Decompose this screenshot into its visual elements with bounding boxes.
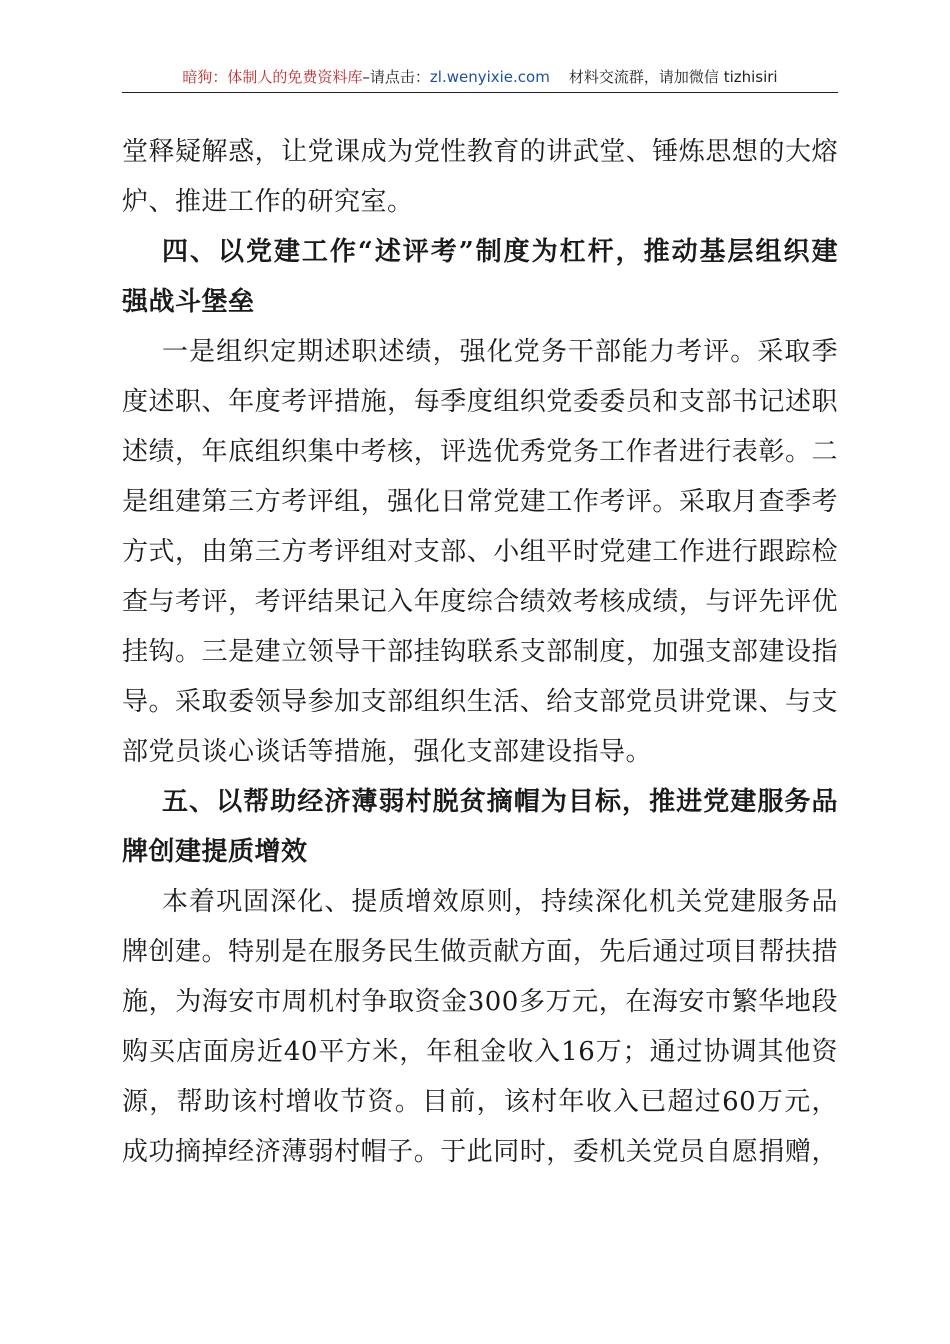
paragraph-line: 源，帮助该村增收节资。目前，该村年收入已超过60万元，: [122, 1087, 838, 1117]
header-url-link[interactable]: zl.wenyixie.com: [429, 68, 550, 86]
paragraph-line: 是组建第三方考评组，强化日常党建工作考评。采取月查季考: [122, 487, 838, 517]
paragraph-line: 查与考评，考评结果记入年度综合绩效考核成绩，与评先评优: [122, 587, 838, 617]
header-click-prefix: –请点击：: [362, 68, 430, 86]
paragraph-line: 方式，由第三方考评组对支部、小组平时党建工作进行跟踪检: [122, 537, 838, 567]
section-heading-four-cont: 强战斗堡垒: [122, 287, 255, 317]
paragraph-line: 成功摘掉经济薄弱村帽子。于此同时，委机关党员自愿捐赠，: [122, 1137, 838, 1167]
section-heading-five-cont: 牌创建提质增效: [122, 837, 308, 867]
section-heading-five: 五、以帮助经济薄弱村脱贫摘帽为目标，推进党建服务品: [162, 787, 838, 817]
paragraph-line: 度述职、年度考评措施，每季度组织党委委员和支部书记述职: [122, 387, 838, 417]
paragraph-line: 牌创建。特别是在服务民生做贡献方面，先后通过项目帮扶措: [122, 937, 838, 967]
paragraph-line: 部党员谈心谈话等措施，强化支部建设指导。: [122, 737, 653, 767]
paragraph-line: 购买店面房近40平方米，年租金收入16万；通过协调其他资: [122, 1037, 838, 1067]
header-brand: 暗狗：体制人的免费资料库: [182, 68, 363, 86]
paragraph-line: 导。采取委领导参加支部组织生活、给支部党员讲党课、与支: [122, 687, 838, 717]
paragraph-line: 述绩，年底组织集中考核，评选优秀党务工作者进行表彰。二: [122, 437, 838, 467]
header-contact: 材料交流群，请加微信 tizhisiri: [568, 68, 778, 86]
paragraph-line: 施，为海安市周机村争取资金300多万元，在海安市繁华地段: [122, 987, 838, 1017]
page-header: [122, 62, 838, 93]
paragraph-line: 本着巩固深化、提质增效原则，持续深化机关党建服务品: [162, 887, 838, 917]
document-body: [122, 127, 838, 1177]
paragraph-line: 堂释疑解惑，让党课成为党性教育的讲武堂、锤炼思想的大熔: [122, 137, 838, 167]
paragraph-line: 挂钩。三是建立领导干部挂钩联系支部制度，加强支部建设指: [122, 637, 838, 667]
paragraph-line: 炉、推进工作的研究室。: [122, 187, 414, 217]
paragraph-line: 一是组织定期述职述绩，强化党务干部能力考评。采取季: [162, 337, 838, 367]
section-heading-four: 四、以党建工作“述评考”制度为杠杆，推动基层组织建: [162, 237, 838, 267]
